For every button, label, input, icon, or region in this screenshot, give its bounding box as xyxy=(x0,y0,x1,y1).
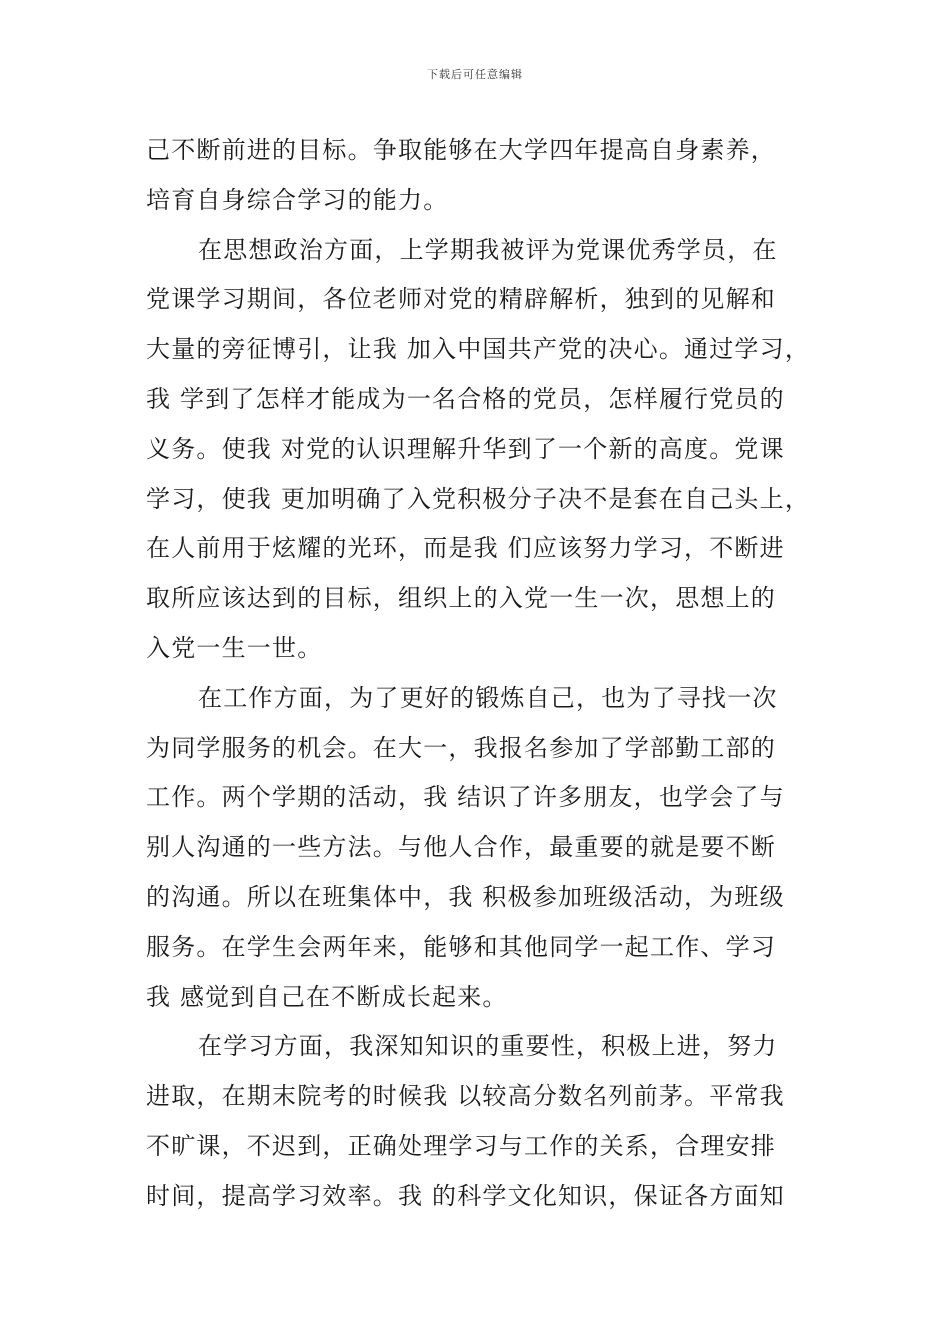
paragraph-start-line: 在工作方面，为了更好的锻炼自己，也为了寻找一次 xyxy=(198,683,778,712)
text-line: 不旷课，不迟到，正确处理学习与工作的关系，合理安排 xyxy=(146,1131,776,1160)
text-line: 为同学服务的机会。在大一，我报名参加了学部勤工部的 xyxy=(146,733,776,762)
paragraph-start-line: 在学习方面，我深知知识的重要性，积极上进，努力 xyxy=(198,1032,778,1061)
text-line: 己不断前进的目标。争取能够在大学四年提高自身素养， xyxy=(146,136,776,164)
text-line: 工作。两个学期的活动，我 结识了许多朋友，也学会了与 xyxy=(146,783,785,812)
text-line: 义务。使我 对党的认识理解升华到了一个新的高度。党课 xyxy=(146,434,785,463)
text-line: 培育自身综合学习的能力。 xyxy=(146,185,449,214)
text-line: 我 学到了怎样才能成为一名合格的党员，怎样履行党员的 xyxy=(146,384,785,413)
text-line: 入党一生一世。 xyxy=(146,633,323,662)
text-line: 服务。在学生会两年来，能够和其他同学一起工作、学习 xyxy=(146,932,776,961)
text-line: 我 感觉到自己在不断成长起来。 xyxy=(146,982,508,1011)
page-header: 下载后可任意编辑 xyxy=(427,68,523,81)
text-line: 在人前用于炫耀的光环，而是我 们应该努力学习，不断进 xyxy=(146,534,785,563)
text-line: 时间，提高学习效率。我 的科学文化知识，保证各方面知 xyxy=(146,1181,785,1210)
text-line: 大量的旁征博引，让我 加入中国共产党的决心。通过学习， xyxy=(146,335,811,364)
document-body xyxy=(146,126,836,1222)
text-line: 的沟通。所以在班集体中，我 积极参加班级活动，为班级 xyxy=(146,882,785,911)
text-line: 进取，在期末院考的时候我 以较高分数名列前茅。平常我 xyxy=(146,1082,785,1111)
text-line: 学习，使我 更加明确了入党积极分子决不是套在自己头上， xyxy=(146,484,811,513)
paragraph-start-line: 在思想政治方面，上学期我被评为党课优秀学员，在 xyxy=(198,235,778,264)
text-line: 别人沟通的一些方法。与他人合作，最重要的就是要不断 xyxy=(146,833,776,862)
text-line: 取所应该达到的目标，组织上的入党一生一次，思想上的 xyxy=(146,584,776,613)
text-line: 党课学习期间，各位老师对党的精辟解析，独到的见解和 xyxy=(146,285,776,314)
